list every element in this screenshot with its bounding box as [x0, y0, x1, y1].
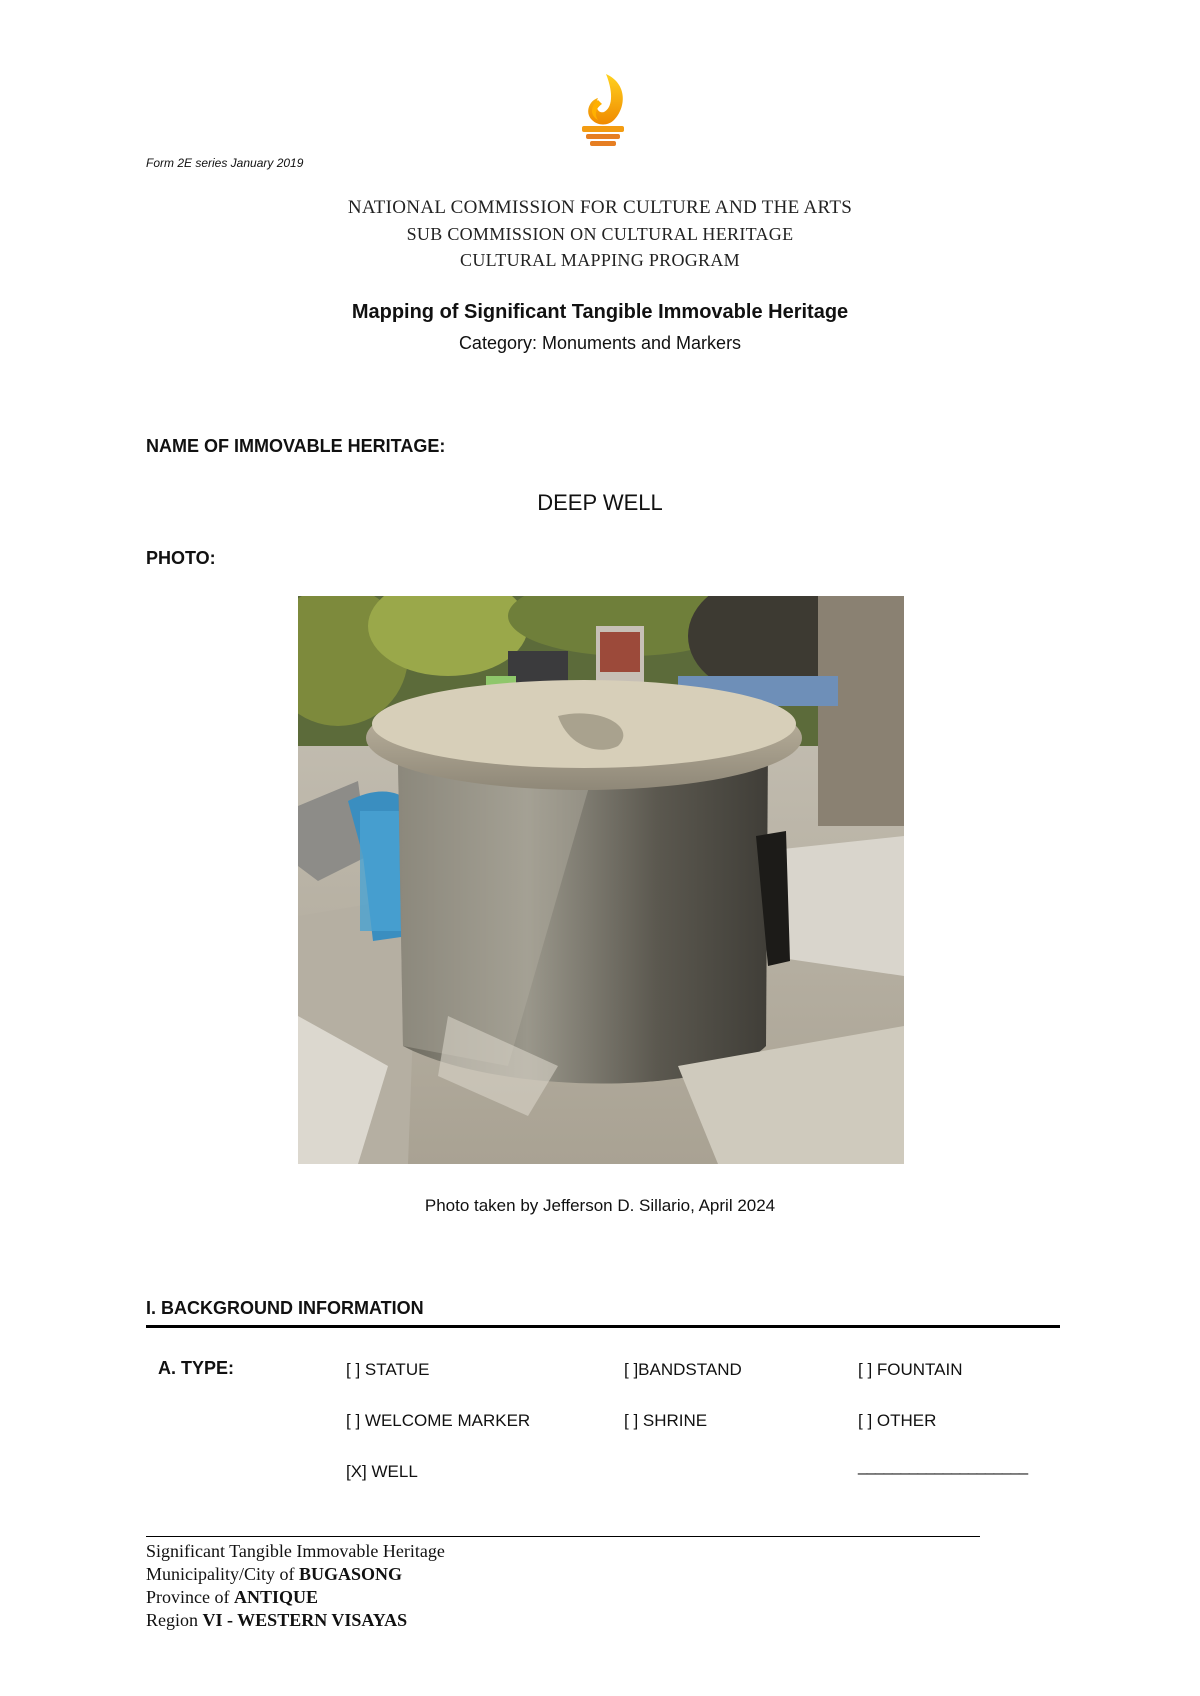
option-statue[interactable]: [ ] STATUE: [346, 1360, 430, 1379]
type-label: A. TYPE:: [158, 1358, 235, 1378]
option-welcome-marker[interactable]: [ ] WELCOME MARKER: [346, 1411, 531, 1430]
footer-municipality: Municipality/City of BUGASONG: [146, 1564, 403, 1584]
document-title: Mapping of Significant Tangible Immovable Heritage: [351, 301, 849, 323]
footer-province: Province of ANTIQUE: [146, 1587, 318, 1607]
form-code: Form 2E series January 2019: [146, 156, 304, 170]
footer-region: Region VI - WESTERN VISAYAS: [146, 1610, 408, 1630]
option-well[interactable]: [X] WELL: [346, 1462, 418, 1481]
section-divider: [146, 1325, 1060, 1328]
footer-heritage-line: Significant Tangible Immovable Heritage: [146, 1541, 445, 1561]
name-label: NAME OF IMMOVABLE HERITAGE:: [146, 436, 446, 456]
option-fountain[interactable]: [ ] FOUNTAIN: [858, 1360, 963, 1379]
program-name: CULTURAL MAPPING PROGRAM: [460, 250, 740, 270]
option-other[interactable]: [ ] OTHER: [858, 1411, 937, 1430]
footer-divider: [146, 1536, 980, 1537]
other-blank-line[interactable]: ____________________: [858, 1456, 1028, 1475]
deep-well-photo: [298, 596, 904, 1164]
category-line: Category: Monuments and Markers: [458, 333, 742, 353]
photo-label: PHOTO:: [146, 548, 216, 568]
sub-commission: SUB COMMISSION ON CULTURAL HERITAGE: [406, 224, 794, 244]
agency-name: NATIONAL COMMISSION FOR CULTURE AND THE ARTS: [347, 197, 853, 218]
option-shrine[interactable]: [ ] SHRINE: [624, 1411, 708, 1430]
heritage-name: DEEP WELL: [537, 490, 663, 515]
photo-caption: Photo taken by Jefferson D. Sillario, April 2024: [424, 1196, 776, 1215]
ncca-flame-logo: [568, 70, 638, 156]
option-bandstand[interactable]: [ ]BANDSTAND: [624, 1360, 742, 1379]
section-heading-background: I. BACKGROUND INFORMATION: [146, 1298, 424, 1318]
